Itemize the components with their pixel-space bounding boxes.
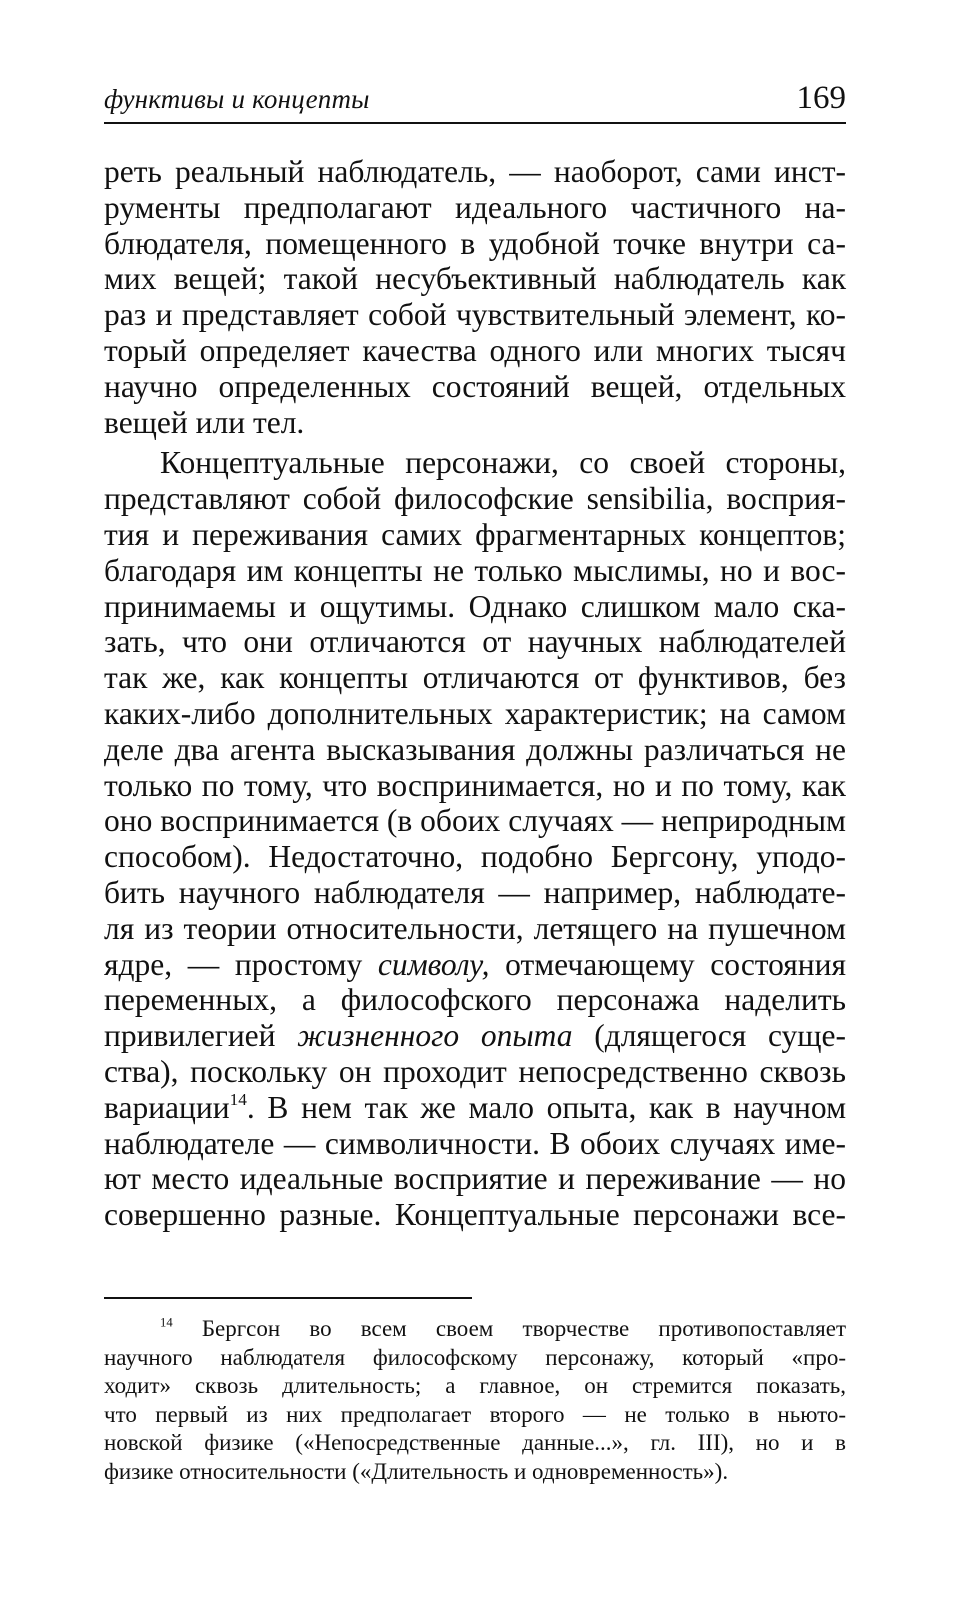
text-line: мих вещей; такой несубъективный наблюдатель как — [104, 261, 846, 297]
main-text — [104, 154, 846, 1238]
text-line: наблюдателе — символичности. В обоих случаях име- — [104, 1125, 846, 1161]
footnote-line: физике относительности («Длительность и одновременность»). — [104, 1458, 729, 1484]
text-run: ядре, — простому — [104, 946, 378, 982]
text-line: каких-либо дополнительных характеристик; на самом — [104, 695, 846, 731]
running-title: функтивы и концепты — [104, 84, 370, 114]
text-line: ля из теории относительности, летящего на пушечном — [104, 910, 846, 946]
text-line: тия и переживания самих фрагментарных концептов; — [104, 516, 846, 552]
text-line: реть реальный наблюдатель, — наоборот, сами инст- — [104, 154, 846, 189]
running-header — [104, 80, 846, 124]
footnote — [104, 1315, 846, 1487]
text-line — [104, 1018, 846, 1054]
footnote-line — [104, 1315, 846, 1344]
text-run: (длящегося суще- — [572, 1018, 846, 1054]
footnote-line: что первый из них предполагает второго — не только в ньюто- — [104, 1401, 846, 1427]
text-line: представляют собой философские sensibilia, восприя- — [104, 481, 846, 517]
paragraph-2 — [104, 445, 846, 1233]
text-line: способом). Недостаточно, подобно Бергсону, уподо- — [104, 839, 846, 875]
footnote-reference[interactable]: 14 — [229, 1089, 247, 1109]
text-line: благодаря им концепты не только мыслимы, но и вос- — [104, 552, 846, 588]
text-run: привилегией — [104, 1018, 298, 1054]
page-number: 169 — [796, 80, 846, 116]
text-line: рументы предполагают идеального частичного на- — [104, 189, 846, 225]
text-line — [104, 1090, 846, 1126]
text-line: ют место идеальные восприятие и переживание — но — [104, 1161, 846, 1197]
text-line: только по тому, что воспринимается, но и по тому, как — [104, 767, 846, 803]
text-line: бить научного наблюдателя — например, наблюдате- — [104, 874, 846, 910]
text-line: научно определенных состояний вещей, отдельных — [104, 368, 846, 404]
text-line: совершенно разные. Концептуальные персонажи все- — [104, 1197, 846, 1233]
footnote-marker: 14 — [160, 1315, 173, 1330]
footnote-divider — [104, 1297, 472, 1299]
text-line: вещей или тел. — [104, 404, 305, 440]
text-line: так же, как концепты отличаются от функтивов, без — [104, 660, 846, 696]
footnote-line: ходит» сквозь длительность; а главное, он стремится показать, — [104, 1373, 846, 1399]
text-run: Бергсон во всем своем творчестве противопоставляет — [172, 1316, 846, 1341]
paragraph-1 — [104, 154, 846, 440]
text-line: ства), поскольку он проходит непосредственно сквозь — [104, 1053, 846, 1089]
text-line: принимаемы и ощутимы. Однако слишком мало ска- — [104, 588, 846, 624]
italic-term-symbol: символу, — [377, 946, 490, 982]
text-line: раз и представляет собой чувствительный элемент, ко- — [104, 297, 846, 333]
text-run: вариации — [104, 1089, 230, 1125]
text-line: деле два агента высказывания должны различаться не — [104, 731, 846, 767]
text-run: . В нем так же мало опыта, как в научном — [246, 1089, 846, 1125]
text-run: отмечающему состояния — [489, 946, 846, 982]
text-line: переменных, а философского персонажа наделить — [104, 982, 846, 1018]
footnote-line: новской физике («Непосредственные данные...», гл. III), но и в — [104, 1430, 846, 1456]
text-line: оно воспринимается (в обоих случаях — неприродным — [104, 803, 846, 839]
text-line: блюдателя, помещенного в удобной точке внутри са- — [104, 225, 846, 261]
text-line: Концептуальные персонажи, со своей стороны, — [160, 445, 846, 481]
text-line: торый определяет качества одного или многих тысяч — [104, 332, 846, 368]
italic-term-life-experience: жизненного опыта — [297, 1018, 573, 1054]
footnote-line: научного наблюдателя философскому персонажу, который «про- — [104, 1344, 846, 1370]
text-line: зать, что они отличаются от научных наблюдателей — [104, 624, 846, 660]
text-line — [104, 947, 846, 983]
